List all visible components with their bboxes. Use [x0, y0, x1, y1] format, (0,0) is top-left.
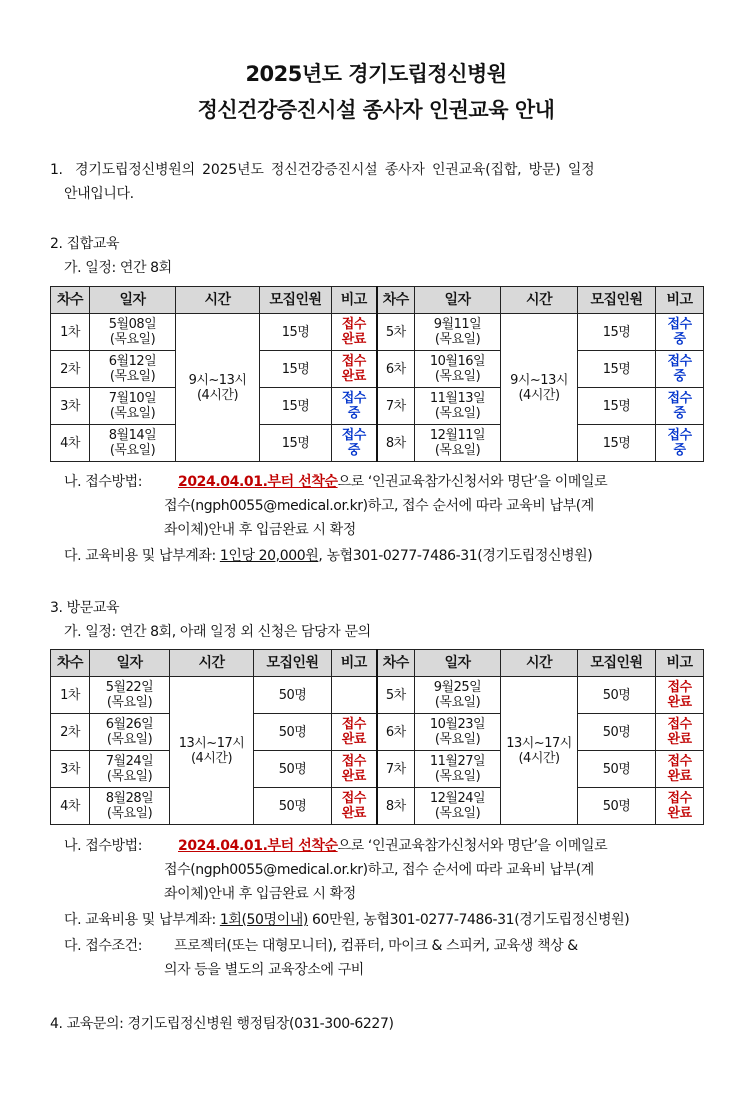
date-cell [415, 714, 501, 751]
table-row [51, 351, 704, 388]
header-capacity: 모집인원 [578, 287, 656, 314]
section3-method-label: 나. 접수방법: [64, 838, 143, 854]
table-row [51, 751, 704, 788]
header-capacity: 모집인원 [260, 287, 332, 314]
header-time: 시간 [501, 650, 578, 677]
date-cell [415, 788, 501, 825]
status-line1: 접수 [341, 354, 366, 369]
section3-method-line2: 접수(ngph0055@medical.or.kr)하고, 접수 순서에 따라 교육비 납부(계 [164, 862, 594, 878]
section2-method-line3: 좌이체)안내 후 입금완료 시 확정 [164, 522, 356, 538]
date-text: 10월23일 [429, 717, 486, 732]
date-text: 9월25일 [433, 680, 482, 695]
status-line1: 접수 [667, 717, 692, 732]
date-cell [90, 751, 170, 788]
status-cell [332, 388, 377, 425]
capacity-cell: 15명 [578, 388, 656, 425]
header-capacity: 모집인원 [578, 650, 656, 677]
status-line2: 완료 [341, 369, 366, 384]
header-date: 일자 [415, 287, 501, 314]
day-text: (목요일) [106, 806, 153, 821]
round-cell: 8차 [377, 425, 415, 462]
capacity-cell: 15명 [260, 425, 332, 462]
time-text: 9시~13시 [510, 372, 568, 388]
section3-schedule-label: 가. 일정: 연간 8회, 아래 일정 외 신청은 담당자 문의 [64, 624, 371, 640]
time-cell [501, 677, 578, 825]
date-text: 11월13일 [429, 391, 486, 406]
duration-text: (4시간) [190, 750, 233, 766]
date-text: 8월14일 [108, 428, 157, 443]
day-text: (목요일) [109, 443, 156, 458]
table-row [51, 388, 704, 425]
date-text: 6월26일 [105, 717, 154, 732]
capacity-cell: 15명 [578, 425, 656, 462]
status-cell [656, 677, 704, 714]
day-text: (목요일) [434, 769, 481, 784]
section2-cost-line [64, 544, 592, 568]
status-line1: 접수 [341, 391, 366, 406]
status-line2: 중 [347, 443, 360, 458]
capacity-cell: 50명 [578, 788, 656, 825]
date-text: 5월08일 [108, 317, 157, 332]
day-text: (목요일) [109, 332, 156, 347]
date-cell [90, 351, 176, 388]
date-text: 10월16일 [429, 354, 486, 369]
header-round: 차수 [51, 650, 90, 677]
section3-condition-line1: 프로젝터(또는 대형모니터), 컴퓨터, 마이크 & 스피커, 교육생 책상 & [174, 938, 578, 954]
header-time: 시간 [170, 650, 254, 677]
day-text: (목요일) [434, 369, 481, 384]
day-text: (목요일) [106, 695, 153, 710]
capacity-cell: 50명 [254, 714, 332, 751]
round-cell: 7차 [377, 751, 415, 788]
status-cell [332, 425, 377, 462]
header-round: 차수 [377, 650, 415, 677]
status-line2: 완료 [341, 732, 366, 747]
table-row [51, 677, 704, 714]
duration-text: (4시간) [518, 750, 560, 766]
status-cell [656, 788, 704, 825]
round-cell: 3차 [51, 388, 90, 425]
status-line1: 접수 [341, 754, 366, 769]
section3-cost-label: 다. 교육비용 및 납부계좌: [64, 912, 216, 928]
table-row [51, 788, 704, 825]
date-cell [90, 788, 170, 825]
date-text: 9월11일 [433, 317, 482, 332]
table-header-row [51, 287, 704, 314]
round-cell: 5차 [377, 677, 415, 714]
capacity-cell: 15명 [578, 351, 656, 388]
status-cell [332, 677, 377, 714]
duration-text: (4시간) [196, 387, 239, 403]
day-text: (목요일) [434, 332, 481, 347]
status-line1: 접수 [667, 791, 692, 806]
day-text: (목요일) [434, 443, 481, 458]
status-line2: 완료 [341, 769, 366, 784]
section1-text-line1: 경기도립정신병원의 2025년도 정신건강증진시설 종사자 인권교육(집합, 방문) 일정 [75, 162, 595, 178]
date-text: 8월28일 [105, 791, 154, 806]
section2-method-rest: 으로 ‘인권교육참가신청서와 명단’을 이메일로 [337, 474, 608, 490]
status-line2: 완료 [341, 806, 366, 821]
status-line2: 완료 [667, 806, 692, 821]
status-line1: 접수 [341, 717, 366, 732]
status-line2: 완료 [667, 695, 692, 710]
capacity-cell: 50명 [578, 751, 656, 788]
time-cell [176, 314, 260, 462]
time-cell [501, 314, 578, 462]
section3-cost-account: 60만원, 농협301-0277-7486-31(경기도립정신병원) [307, 912, 630, 928]
capacity-cell: 15명 [260, 314, 332, 351]
time-text: 13시~17시 [178, 735, 245, 751]
status-cell [656, 751, 704, 788]
capacity-cell: 50명 [578, 677, 656, 714]
status-cell [656, 714, 704, 751]
date-cell [415, 677, 501, 714]
section3-method-highlight: 2024.04.01.부터 선착순 [178, 838, 338, 854]
header-time: 시간 [176, 287, 260, 314]
section3-cost-amount: 1회(50명이내) [219, 912, 308, 928]
header-note: 비고 [656, 650, 704, 677]
status-line1: 접수 [667, 354, 692, 369]
round-cell: 6차 [377, 714, 415, 751]
status-cell [332, 751, 377, 788]
header-date: 일자 [90, 650, 170, 677]
capacity-cell: 15명 [260, 351, 332, 388]
date-text: 12월24일 [429, 791, 486, 806]
table-row [51, 425, 704, 462]
header-date: 일자 [90, 287, 176, 314]
section2-cost-account: , 농협301-0277-7486-31(경기도립정신병원) [318, 548, 593, 564]
status-cell [332, 314, 377, 351]
date-cell [415, 388, 501, 425]
day-text: (목요일) [106, 769, 153, 784]
date-cell [90, 388, 176, 425]
capacity-cell: 15명 [260, 388, 332, 425]
status-line1: 접수 [667, 428, 692, 443]
section3-method-line3: 좌이체)안내 후 입금완료 시 확정 [164, 886, 356, 902]
header-note: 비고 [332, 287, 377, 314]
status-line1: 접수 [667, 680, 692, 695]
section3-method-line1 [178, 834, 607, 858]
round-cell: 1차 [51, 314, 90, 351]
time-text: 9시~13시 [188, 372, 247, 388]
header-time: 시간 [501, 287, 578, 314]
header-note: 비고 [332, 650, 377, 677]
date-cell [90, 314, 176, 351]
day-text: (목요일) [434, 732, 481, 747]
round-cell: 8차 [377, 788, 415, 825]
day-text: (목요일) [434, 806, 481, 821]
header-round: 차수 [51, 287, 90, 314]
date-text: 6월12일 [108, 354, 157, 369]
status-line2: 중 [673, 443, 686, 458]
section3-method-rest: 으로 ‘인권교육참가신청서와 명단’을 이메일로 [337, 838, 608, 854]
status-cell [332, 788, 377, 825]
document-title-line2: 정신건강증진시설 종사자 인권교육 안내 [197, 98, 555, 122]
section2-method-label: 나. 접수방법: [64, 474, 143, 490]
status-line1: 접수 [667, 317, 692, 332]
status-line1: 접수 [667, 754, 692, 769]
table-row [51, 714, 704, 751]
date-cell [415, 314, 501, 351]
status-cell [332, 714, 377, 751]
capacity-cell: 50명 [254, 788, 332, 825]
status-line2: 완료 [667, 769, 692, 784]
status-line2: 중 [673, 406, 686, 421]
section2-method-line2: 접수(ngph0055@medical.or.kr)하고, 접수 순서에 따라 교육비 납부(계 [164, 498, 594, 514]
header-capacity: 모집인원 [254, 650, 332, 677]
status-line2: 중 [673, 369, 686, 384]
visit-education-table [50, 649, 704, 825]
time-text: 13시~17시 [506, 735, 572, 751]
day-text: (목요일) [434, 695, 481, 710]
date-cell [415, 351, 501, 388]
section1-number: 1. [50, 162, 63, 178]
table-header-row [51, 650, 704, 677]
round-cell: 4차 [51, 425, 90, 462]
status-cell [656, 388, 704, 425]
group-education-table [50, 286, 704, 462]
round-cell: 2차 [51, 714, 90, 751]
table-row [51, 314, 704, 351]
header-round: 차수 [377, 287, 415, 314]
section3-condition-label: 다. 접수조건: [64, 938, 143, 954]
date-cell [415, 751, 501, 788]
day-text: (목요일) [109, 406, 156, 421]
date-text: 7월24일 [105, 754, 154, 769]
date-cell [90, 425, 176, 462]
capacity-cell: 15명 [578, 314, 656, 351]
section4-contact: 4. 교육문의: 경기도립정신병원 행정팀장(031-300-6227) [50, 1016, 394, 1032]
status-line1: 접수 [667, 391, 692, 406]
day-text: (목요일) [109, 369, 156, 384]
round-cell: 3차 [51, 751, 90, 788]
section2-method-line1 [178, 470, 607, 494]
status-line1: 접수 [341, 791, 366, 806]
section3-cost-line [64, 908, 629, 932]
status-cell [332, 351, 377, 388]
status-line2: 완료 [667, 732, 692, 747]
header-date: 일자 [415, 650, 501, 677]
status-line1: 접수 [341, 428, 366, 443]
status-line2: 중 [673, 332, 686, 347]
capacity-cell: 50명 [578, 714, 656, 751]
capacity-cell: 50명 [254, 677, 332, 714]
status-line1: 접수 [341, 317, 366, 332]
date-text: 12월11일 [429, 428, 486, 443]
round-cell: 6차 [377, 351, 415, 388]
date-cell [415, 425, 501, 462]
section2-method-highlight: 2024.04.01.부터 선착순 [178, 474, 338, 490]
time-cell [170, 677, 254, 825]
document-title-line1: 2025년도 경기도립정신병원 [245, 62, 507, 86]
duration-text: (4시간) [518, 387, 560, 403]
header-note: 비고 [656, 287, 704, 314]
section2-cost-label: 다. 교육비용 및 납부계좌: [64, 548, 216, 564]
round-cell: 4차 [51, 788, 90, 825]
section2-schedule-label: 가. 일정: 연간 8회 [64, 260, 172, 276]
round-cell: 5차 [377, 314, 415, 351]
day-text: (목요일) [106, 732, 153, 747]
status-line2: 완료 [341, 332, 366, 347]
round-cell: 7차 [377, 388, 415, 425]
section2-heading: 2. 집합교육 [50, 236, 120, 252]
date-text: 5월22일 [105, 680, 154, 695]
status-cell [656, 351, 704, 388]
section1-text-line2: 안내입니다. [64, 186, 134, 202]
status-cell [656, 425, 704, 462]
status-line2: 중 [347, 406, 360, 421]
section3-condition-line2: 의자 등을 별도의 교육장소에 구비 [164, 962, 364, 978]
section3-heading: 3. 방문교육 [50, 600, 120, 616]
round-cell: 2차 [51, 351, 90, 388]
capacity-cell: 50명 [254, 751, 332, 788]
status-cell [656, 314, 704, 351]
date-text: 7월10일 [108, 391, 157, 406]
date-text: 11월27일 [429, 754, 486, 769]
section2-cost-amount: 1인당 20,000원 [219, 548, 319, 564]
date-cell [90, 714, 170, 751]
round-cell: 1차 [51, 677, 90, 714]
day-text: (목요일) [434, 406, 481, 421]
date-cell [90, 677, 170, 714]
